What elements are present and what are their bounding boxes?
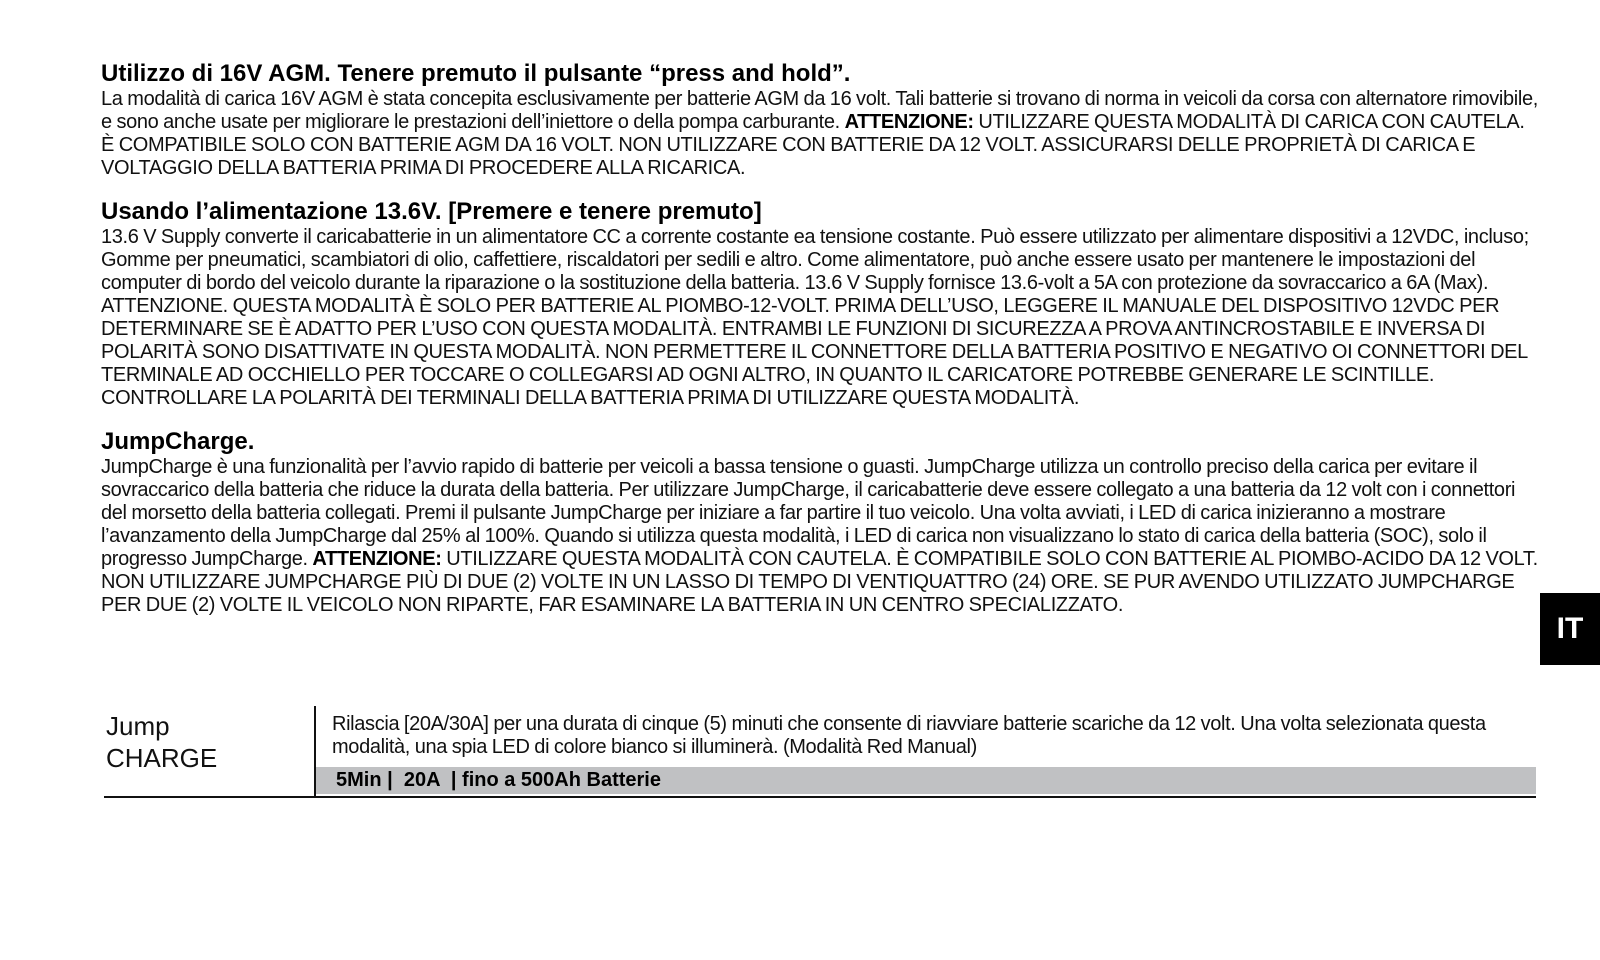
warning-label: ATTENZIONE: — [312, 548, 442, 570]
section-13-6v-supply — [101, 198, 1538, 410]
section-body-16v-agm — [101, 88, 1538, 180]
section-body-13-6v-supply: 13.6 V Supply converte il caricabatterie in un alimentatore CC a corrente costante ea tensione costante. Può essere utilizzato per alimentare dispositivi a 12VDC, incluso; Gomme per pneumatici, scambiatori di olio, caffettiere, riscaldatori per sedili e altro. Come alimentatore, può anche essere usato per mantenere le impostazioni del computer di bordo del veicolo durante la riparazione o la sostituzione della batteria. 13.6 V Supply fornisce 13.6-volt a 5A con protezione da sovraccarico a 6A (Max). ATTENZIONE. QUESTA MODALITÀ È SOLO PER BATTERIE AL PIOMBO-12-VOLT. PRIMA DELL’USO, LEGGERE IL MANUALE DEL DISPOSITIVO 12VDC PER DETERMINARE SE È ADATTO PER L’USO CON QUESTA MODALITÀ. ENTRAMBI LE FUNZIONI DI SICUREZZA A PROVA ANTINCROSTABILE E INVERSA DI POLARITÀ SONO DISATTIVATE IN QUESTA MODALITÀ. NON PERMETTERE IL CONNETTORE DELLA BATTERIA POSITIVO E NEGATIVO OI CONNETTORI DEL TERMINALE AD OCCHIELLO PER TOCCARE O COLLEGARSI AD OGNI ALTRO, IN QUANTO IL CARICATORE POTREBBE GENERARE LE SCINTILLE. CONTROLLARE LA POLARITÀ DEI TERMINALI DELLA BATTERIA PRIMA DI UTILIZZARE QUESTA MODALITÀ. — [101, 226, 1529, 409]
section-title-jumpcharge: JumpCharge. — [101, 428, 255, 455]
mode-name — [106, 710, 306, 774]
section-16v-agm — [101, 60, 1538, 180]
warning-text: UTILIZZARE QUESTA MODALITÀ CON CAUTELA. È COMPATIBILE SOLO CON BATTERIE AL PIOMBO-ACIDO DA 12 VOLT. NON UTILIZZARE JUMPCHARGE PIÙ DI DUE (2) VOLTE IN UN LASSO DI TEMPO DI VENTIQUATTRO (24) ORE. SE PUR AVENDO UTILIZZATO JUMPCHARGE PER DUE (2) VOLTE IL VEICOLO NON RIPARTE, FAR ESAMINARE LA BATTERIA IN UN CENTRO SPECIALIZZATO. — [101, 548, 1538, 616]
body-text: JumpCharge è una funzionalità per l’avvio rapido di batterie per veicoli a bassa tensione o guasti. JumpCharge utilizza un controllo preciso della carica per evitare il sovraccarico della batteria che riduce la durata della batteria. Per utilizzare JumpCharge, il caricabatterie deve essere collegato a una batteria da 12 volt con i connettori del morsetto della batteria collegati. Premi il pulsante JumpCharge per iniziare a far partire il tuo veicolo. Una volta avviati, i LED di carica inizieranno a mostrare l’avanzamento della JumpCharge dal 25% al 100%. Quando si utilizza questa modalità, i LED di carica non visualizzano lo stato di carica della batteria (SOC), solo il progresso JumpCharge. — [101, 456, 1516, 570]
mode-specs-bar: 5Min | 20A | fino a 500Ah Batterie — [316, 767, 1536, 794]
mode-name-line2: CHARGE — [106, 743, 218, 773]
section-body-jumpcharge — [101, 456, 1538, 617]
body-text: La modalità di carica 16V AGM è stata concepita esclusivamente per batterie AGM da 16 volt. Tali batterie si trovano di norma in veicoli da corsa con alternatore rimovibile, e sono anche usate per migliorare le prestazioni dell’iniettore o della pompa carburante. — [101, 88, 1538, 133]
section-title-16v-agm: Utilizzo di 16V AGM. Tenere premuto il pulsante “press and hold”. — [101, 60, 851, 87]
section-jumpcharge — [101, 428, 1538, 617]
mode-name-line1: Jump — [106, 711, 170, 741]
mode-description: Rilascia [20A/30A] per una durata di cinque (5) minuti che consente di riavviare batterie scariche da 12 volt. Una volta selezionata questa modalità, una spia LED di colore bianco si illuminerà. (Modalità Red Manual) — [332, 713, 1486, 758]
warning-text: UTILIZZARE QUESTA MODALITÀ DI CARICA CON CAUTELA. È COMPATIBILE SOLO CON BATTERIE AGM DA 16 VOLT. NON UTILIZZARE CON BATTERIE DA 12 VOLT. ASSICURARSI DELLE PROPRIETÀ DI CARICA E VOLTAGGIO DELLA BATTERIA PRIMA DI PROCEDERE ALLA RICARICA. — [101, 111, 1525, 179]
language-tab: IT — [1540, 593, 1600, 665]
warning-label: ATTENZIONE: — [844, 111, 974, 133]
manual-page-content — [101, 60, 1538, 635]
section-title-13-6v-supply: Usando l’alimentazione 13.6V. [Premere e tenere premuto] — [101, 198, 762, 225]
jumpcharge-spec-table — [104, 706, 1536, 798]
